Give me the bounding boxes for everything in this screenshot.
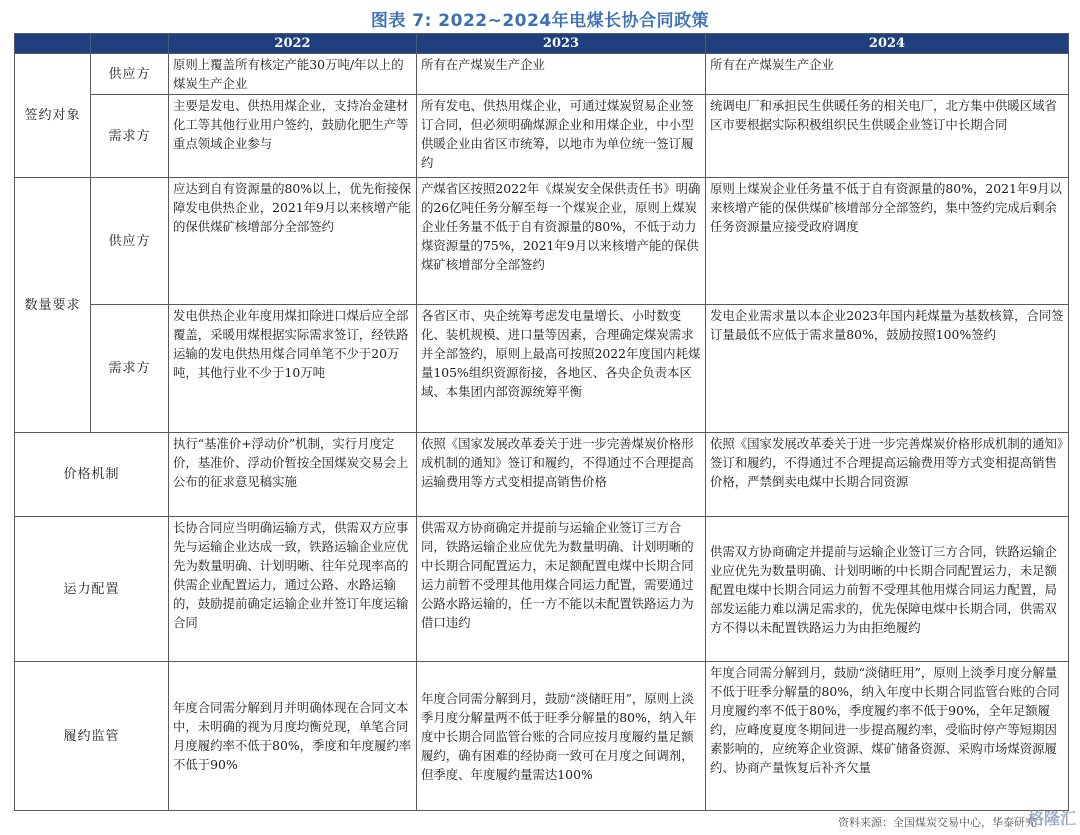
header-2023: 2023 xyxy=(417,34,706,54)
header-blank-1 xyxy=(15,34,91,54)
table-row xyxy=(15,305,1069,433)
sub-demand: 需求方 xyxy=(91,95,169,178)
category-transport: 运力配置 xyxy=(15,517,169,662)
table-row xyxy=(15,178,1069,305)
cell-2023: 年度合同需分解到月，鼓励“淡储旺用”，原则上淡季月度分解量两不低于旺季分解量的80%，纳入年度中长期合同监管台账的合同应按月度履约量足额履约，确有困难的经协商一致可在月度之间调剂，但季度、年度履约量需达100% xyxy=(417,662,706,811)
cell-2023: 供需双方协商确定并提前与运输企业签订三方合同，铁路运输企业应优先为数量明确、计划明晰的中长期合同配置运力，未足额配置电煤中长期合同运力前暂不受理其他用煤合同运力配置，需要通过公路水路运输的，任一方不能以未配置铁路运力为借口违约 xyxy=(417,517,706,662)
cell-2022: 主要是发电、供热用煤企业，支持冶金建材化工等其他行业用户签约，鼓励化肥生产等重点领域企业参与 xyxy=(169,95,417,178)
category-quantity: 数量要求 xyxy=(15,178,91,433)
figure-title: 图表 7: 2022~2024年电煤长协合同政策 xyxy=(370,11,710,31)
header-row xyxy=(15,34,1069,54)
table-row xyxy=(15,433,1069,517)
table-row xyxy=(15,662,1069,811)
cell-2022: 年度合同需分解到月并明确体现在合同文本中，未明确的视为月度均衡兑现，单笔合同月度履约率不低于80%，季度和年度履约率不低于90% xyxy=(169,662,417,811)
cell-2024: 所有在产煤炭生产企业 xyxy=(706,54,1069,95)
watermark-logo: 格隆汇 xyxy=(1027,809,1076,828)
cell-2024: 供需双方协商确定并提前与运输企业签订三方合同，铁路运输企业应优先为数量明确、计划明晰的中长期合同配置运力，未足额配置电煤中长期合同运力前暂不受理其他用煤合同运力配置，局部发运能力难以满足需求的，优先保障电煤中长期合同，供需双方不得以未配置铁路运力为由拒绝履约 xyxy=(706,517,1069,662)
cell-2024: 发电企业需求量以本企业2023年国内耗煤量为基数核算，合同签订量最低不应低于需求量80%，鼓励按照100%签约 xyxy=(706,305,1069,433)
table-row xyxy=(15,95,1069,178)
cell-2022: 执行“基准价+浮动价”机制，实行月度定价，基准价、浮动价暂按全国煤炭交易会上公布的征求意见稿实施 xyxy=(169,433,417,517)
cell-2024: 年度合同需分解到月，鼓励“淡储旺用”，原则上淡季月度分解量不低于旺季分解量的80%，纳入年度中长期合同监管台账的合同月度履约率不低于80%，季度履约率不低于90%，全年足额履约，应峰度夏度冬期间进一步提高履约率，受临时停产等短期因素影响的，应统筹企业资源、煤矿储备资源、采购市场煤资源履约、协商产量恢复后补齐欠量 xyxy=(706,662,1069,811)
sub-supply: 供应方 xyxy=(91,54,169,95)
cell-2023: 产煤省区按照2022年《煤炭安全保供责任书》明确的26亿吨任务分解至每一个煤炭企业，原则上煤炭企业任务量不低于自有资源量的80%，不低于动力煤资源量的75%，2021年9月以来核增产能的保供煤矿核增部分全部签约 xyxy=(417,178,706,305)
cell-2023: 所有发电、供热用煤企业，可通过煤炭贸易企业签订合同，但必须明确煤源企业和用煤企业，中小型供暖企业由省区市统筹，以地市为单位统一签订履约 xyxy=(417,95,706,178)
policy-table xyxy=(14,33,1069,811)
sub-demand: 需求方 xyxy=(91,305,169,433)
cell-2024: 依照《国家发展改革委关于进一步完善煤炭价格形成机制的通知》签订和履约，不得通过不合理提高运输费用等方式变相提高销售价格，严禁倒卖电煤中长期合同资源 xyxy=(706,433,1069,517)
category-sign: 签约对象 xyxy=(15,54,91,178)
cell-2022: 应达到自有资源量的80%以上，优先衔接保障发电供热企业，2021年9月以来核增产能的保供煤矿核增部分全部签约 xyxy=(169,178,417,305)
cell-2022: 原则上覆盖所有核定产能30万吨/年以上的煤炭生产企业 xyxy=(169,54,417,95)
category-performance: 履约监管 xyxy=(15,662,169,811)
source-note: 资料来源：全国煤炭交易中心，华泰研究 xyxy=(838,816,1036,829)
cell-2024: 统调电厂和承担民生供暖任务的相关电厂，北方集中供暖区域省区市要根据实际积极组织民生供暖企业签订中长期合同 xyxy=(706,95,1069,178)
sub-supply: 供应方 xyxy=(91,178,169,305)
category-price: 价格机制 xyxy=(15,433,169,517)
header-2024: 2024 xyxy=(706,34,1069,54)
cell-2023: 所有在产煤炭生产企业 xyxy=(417,54,706,95)
cell-2022: 长协合同应当明确运输方式，供需双方应事先与运输企业达成一致，铁路运输企业应优先为数量明确、计划明晰、往年兑现率高的供需企业配置运力，通过公路、水路运输的，鼓励提前确定运输企业并签订年度运输合同 xyxy=(169,517,417,662)
header-2022: 2022 xyxy=(169,34,417,54)
header-blank-2 xyxy=(91,34,169,54)
cell-2023: 依照《国家发展改革委关于进一步完善煤炭价格形成机制的通知》签订和履约，不得通过不合理提高运输费用等方式变相提高销售价格 xyxy=(417,433,706,517)
cell-2023: 各省区市、央企统筹考虑发电量增长、小时数变化、装机规模、进口量等因素，合理确定煤炭需求并全部签约，原则上最高可按照2022年度国内耗煤量105%组织资源衔接，各地区、各央企负责本区域、本集团内部资源统筹平衡 xyxy=(417,305,706,433)
cell-2022: 发电供热企业年度用煤扣除进口煤后应全部覆盖，采暖用煤根据实际需求签订，经铁路运输的发电供热用煤合同单笔不少于20万吨，其他行业不少于10万吨 xyxy=(169,305,417,433)
cell-2024: 原则上煤炭企业任务量不低于自有资源量的80%，2021年9月以来核增产能的保供煤矿核增部分全部签约，集中签约完成后剩余任务资源量应接受政府调度 xyxy=(706,178,1069,305)
table-row xyxy=(15,54,1069,95)
table-row xyxy=(15,517,1069,662)
